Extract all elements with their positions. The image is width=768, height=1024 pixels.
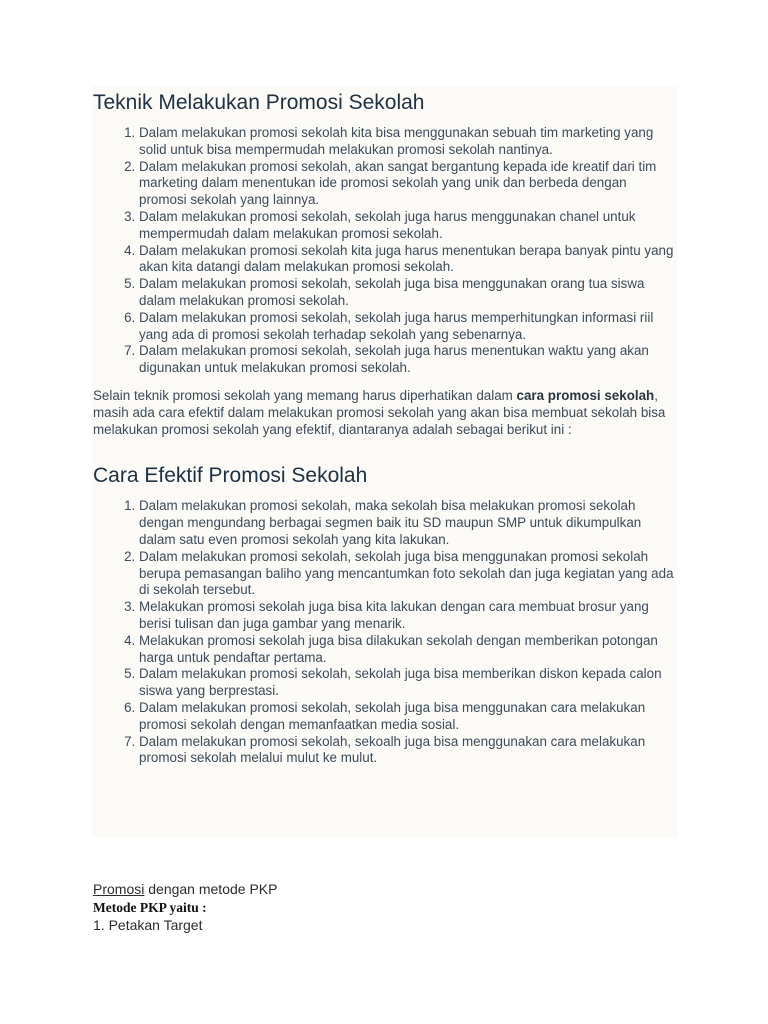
article-content	[93, 89, 677, 767]
list-item: 6. Dalam melakukan promosi sekolah, sekolah juga harus memperhitungkan informasi riil yang ada di promosi sekolah terhadap sekolah yang sebenarnya.	[139, 310, 677, 344]
paragraph-text-start: Selain teknik promosi sekolah yang memang harus diperhatikan dalam	[93, 387, 517, 403]
list-item: 4. Melakukan promosi sekolah juga bisa dilakukan sekolah dengan memberikan potongan harga untuk pendaftar pertama.	[139, 633, 677, 667]
list-item: 5. Dalam melakukan promosi sekolah, sekolah juga bisa memberikan diskon kepada calon siswa yang berprestasi.	[139, 666, 677, 700]
bold-keyword: cara promosi sekolah	[516, 387, 655, 403]
list-item: 2. Dalam melakukan promosi sekolah, akan sangat bergantung kepada ide kreatif dari tim marketing dalam menentukan ide promosi sekolah yang unik dan berbeda dengan promosi sekolah yang lainnya.	[139, 159, 677, 209]
section-title-teknik: Teknik Melakukan Promosi Sekolah	[93, 91, 425, 114]
petakan-target-line: 1. Petakan Target	[93, 917, 203, 933]
list-item: 3. Dalam melakukan promosi sekolah, sekolah juga harus menggunakan chanel untuk mempermudah dalam melakukan promosi sekolah.	[139, 209, 677, 243]
section-title-cara-efektif: Cara Efektif Promosi Sekolah	[93, 464, 368, 488]
promosi-link[interactable]: Promosi	[93, 881, 145, 897]
pkp-section	[93, 880, 277, 935]
list-item: 1. Dalam melakukan promosi sekolah, maka sekolah bisa melakukan promosi sekolah dengan mengundang berbagai segmen baik itu SD maupun SMP untuk dikumpulkan dalam satu even promosi sekolah yang kita lakukan.	[139, 498, 677, 548]
teknik-list	[93, 125, 677, 377]
promosi-line	[93, 880, 277, 899]
list-item: 3. Melakukan promosi sekolah juga bisa kita lakukan dengan cara membuat brosur yang berisi tulisan dan juga gambar yang menarik.	[139, 599, 677, 633]
list-item: 2. Dalam melakukan promosi sekolah, sekolah juga bisa menggunakan promosi sekolah berupa pemasangan baliho yang mencantumkan foto sekolah dan juga kegiatan yang ada di sekolah tersebut.	[139, 549, 677, 599]
list-item: 5. Dalam melakukan promosi sekolah, sekolah juga bisa menggunakan orang tua siswa dalam melakukan promosi sekolah.	[139, 276, 677, 310]
cara-efektif-list	[93, 498, 677, 767]
list-item: 1. Dalam melakukan promosi sekolah kita bisa menggunakan sebuah tim marketing yang solid untuk bisa mempermudah melakukan promosi sekolah nantinya.	[139, 125, 677, 159]
promosi-line-text: dengan metode PKP	[144, 881, 278, 897]
intro-paragraph	[93, 388, 677, 438]
paragraph-text-end: , masih ada cara efektif dalam melakukan promosi sekolah yang akan bisa membuat sekolah bisa melakukan promosi sekolah yang efektif, diantaranya adalah sebagai berikut ini :	[93, 387, 666, 437]
list-item: 7. Dalam melakukan promosi sekolah, sekolah juga harus menentukan waktu yang akan digunakan untuk melakukan promosi sekolah.	[139, 343, 677, 377]
list-item: 4. Dalam melakukan promosi sekolah kita juga harus menentukan berapa banyak pintu yang akan kita datangi dalam melakukan promosi sekolah.	[139, 243, 677, 277]
list-item: 6. Dalam melakukan promosi sekolah, sekolah juga bisa menggunakan cara melakukan promosi sekolah dengan memanfaatkan media sosial.	[139, 700, 677, 734]
list-item: 7. Dalam melakukan promosi sekolah, sekoalh juga bisa menggunakan cara melakukan promosi sekolah melalui mulut ke mulut.	[139, 734, 677, 768]
pkp-heading: Metode PKP yaitu :	[93, 900, 207, 915]
